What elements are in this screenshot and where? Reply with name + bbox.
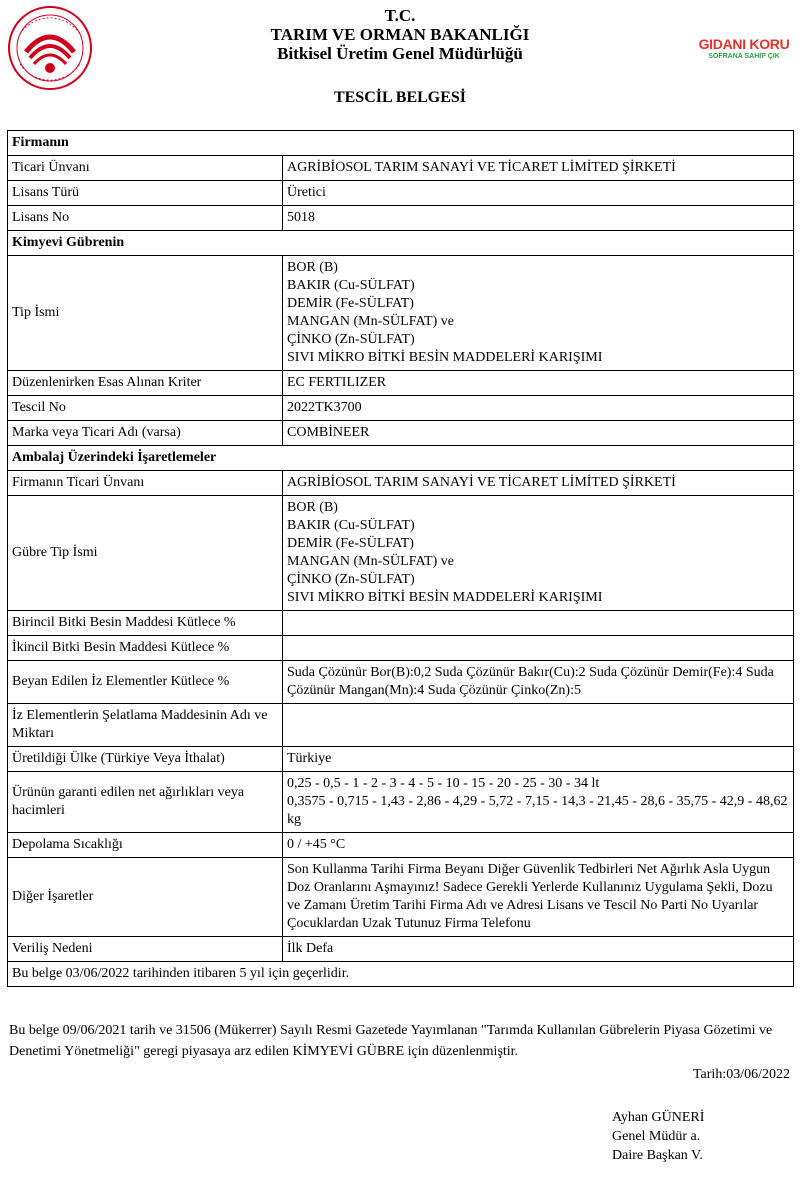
document-header bbox=[0, 6, 800, 63]
row-label: İkincil Bitki Besin Maddesi Kütlece % bbox=[8, 636, 283, 661]
gidani-koru-logo bbox=[693, 36, 795, 66]
row-label: Firmanın Ticari Ünvanı bbox=[8, 471, 283, 496]
table-row bbox=[8, 371, 794, 396]
row-label: Lisans No bbox=[8, 206, 283, 231]
type-line: BOR (B) bbox=[287, 260, 338, 275]
table-row bbox=[8, 181, 794, 206]
table-row bbox=[8, 256, 794, 371]
row-label: Tescil No bbox=[8, 396, 283, 421]
issue-date: Tarih:03/06/2022 bbox=[692, 1067, 790, 1082]
validity-note: Bu belge 03/06/2022 tarihinden itibaren 5 yıl için geçerlidir. bbox=[8, 962, 794, 987]
row-value: 5018 bbox=[283, 206, 794, 231]
row-value: COMBİNEER bbox=[283, 421, 794, 446]
type-line: MANGAN (Mn-SÜLFAT) ve bbox=[287, 554, 454, 569]
row-label: Düzenlenirken Esas Alınan Kriter bbox=[8, 371, 283, 396]
section-title: Ambalaj Üzerindeki İşaretlemeler bbox=[8, 446, 794, 471]
signatory-title: Genel Müdür a. bbox=[612, 1129, 701, 1144]
row-label: Beyan Edilen İz Elementler Kütlece % bbox=[8, 661, 283, 704]
signatory-title: Daire Başkan V. bbox=[612, 1148, 703, 1163]
row-value: 0 / +45 °C bbox=[283, 833, 794, 858]
type-line: ÇİNKO (Zn-SÜLFAT) bbox=[287, 572, 415, 587]
section-fertilizer bbox=[8, 231, 794, 256]
row-value bbox=[283, 704, 794, 747]
type-line: DEMİR (Fe-SÜLFAT) bbox=[287, 536, 414, 551]
type-line: BOR (B) bbox=[287, 500, 338, 515]
row-label: Lisans Türü bbox=[8, 181, 283, 206]
table-row bbox=[8, 937, 794, 962]
table-row bbox=[8, 858, 794, 937]
row-value: Üretici bbox=[283, 181, 794, 206]
section-title: Firmanın bbox=[8, 131, 794, 156]
row-value bbox=[283, 256, 794, 371]
table-row bbox=[8, 772, 794, 833]
table-row bbox=[8, 636, 794, 661]
table-row bbox=[8, 156, 794, 181]
table-row bbox=[8, 421, 794, 446]
type-line: MANGAN (Mn-SÜLFAT) ve bbox=[287, 314, 454, 329]
header-line-tc: T.C. bbox=[384, 6, 416, 25]
row-value: Son Kullanma Tarihi Firma Beyanı Diğer Güvenlik Tedbirleri Net Ağırlık Asla Uygun Doz Oranlarını Aşmayınız! Sadece Gerekli Yerlerde Kullanınız Uygulama Şekli, Dozu ve Zamanı Üretim Tarihi Firma Adı ve Adresi Lisans ve Tescil No Parti No Uyarılar Çocuklardan Uzak Tutunuz Firma Telefonu bbox=[283, 858, 794, 937]
table-row bbox=[8, 496, 794, 611]
header-line-directorate: Bitkisel Üretim Genel Müdürlüğü bbox=[277, 44, 523, 63]
row-value bbox=[283, 636, 794, 661]
row-value: İlk Defa bbox=[283, 937, 794, 962]
header-line-ministry: TARIM VE ORMAN BAKANLIĞI bbox=[270, 25, 530, 44]
type-line: BAKIR (Cu-SÜLFAT) bbox=[287, 278, 415, 293]
signature-block bbox=[612, 1108, 704, 1165]
table-row bbox=[8, 833, 794, 858]
registration-table bbox=[7, 130, 794, 987]
type-line: SIVI MİKRO BİTKİ BESİN MADDELERİ KARIŞIMI bbox=[287, 350, 603, 365]
row-value: AGRİBİOSOL TARIM SANAYİ VE TİCARET LİMİTED ŞİRKETİ bbox=[283, 471, 794, 496]
table-row bbox=[8, 396, 794, 421]
row-label: Birincil Bitki Besin Maddesi Kütlece % bbox=[8, 611, 283, 636]
section-firm bbox=[8, 131, 794, 156]
row-value: EC FERTILIZER bbox=[283, 371, 794, 396]
row-value: Suda Çözünür Bor(B):0,2 Suda Çözünür Bakır(Cu):2 Suda Çözünür Demir(Fe):4 Suda Çözünür Mangan(Mn):4 Suda Çözünür Çinko(Zn):5 bbox=[283, 661, 794, 704]
table-row bbox=[8, 661, 794, 704]
type-line: ÇİNKO (Zn-SÜLFAT) bbox=[287, 332, 415, 347]
row-label: Tip İsmi bbox=[8, 256, 283, 371]
row-label: Ticari Ünvanı bbox=[8, 156, 283, 181]
row-label: Marka veya Ticari Adı (varsa) bbox=[8, 421, 283, 446]
section-packaging bbox=[8, 446, 794, 471]
row-label: Diğer İşaretler bbox=[8, 858, 283, 937]
row-label: İz Elementlerin Şelatlama Maddesinin Adı ve Miktarı bbox=[8, 704, 283, 747]
row-label: Ürünün garanti edilen net ağırlıkları veya hacimleri bbox=[8, 772, 283, 833]
table-row bbox=[8, 704, 794, 747]
regulation-footnote: Bu belge 09/06/2021 tarih ve 31506 (Mükerrer) Sayılı Resmi Gazetede Yayımlanan "Tarımda Kullanılan Gübrelerin Piyasa Gözetimi ve Denetimi Yönetmeliği" geregi piyasaya arz edilen KİMYEVİ GÜBRE için düzenlenmiştir. bbox=[9, 1023, 773, 1059]
table-row bbox=[8, 962, 794, 987]
brand-name: GIDANI KORU bbox=[698, 36, 790, 52]
section-title: Kimyevi Gübrenin bbox=[8, 231, 794, 256]
document-title: TESCİL BELGESİ bbox=[333, 89, 467, 106]
table-row bbox=[8, 471, 794, 496]
row-label: Üretildiği Ülke (Türkiye Veya İthalat) bbox=[8, 747, 283, 772]
row-value bbox=[283, 772, 794, 833]
table-row bbox=[8, 747, 794, 772]
row-label: Depolama Sıcaklığı bbox=[8, 833, 283, 858]
table-row bbox=[8, 206, 794, 231]
row-label: Veriliş Nedeni bbox=[8, 937, 283, 962]
row-value: Türkiye bbox=[283, 747, 794, 772]
net-weight-kg: 0,3575 - 0,715 - 1,43 - 2,86 - 4,29 - 5,72 - 7,15 - 14,3 - 21,45 - 28,6 - 35,75 - 42,9 - 48,62 kg bbox=[287, 794, 788, 827]
signatory-name: Ayhan GÜNERİ bbox=[612, 1110, 705, 1125]
table-row bbox=[8, 611, 794, 636]
type-line: BAKIR (Cu-SÜLFAT) bbox=[287, 518, 415, 533]
row-value bbox=[283, 496, 794, 611]
net-weight-liters: 0,25 - 0,5 - 1 - 2 - 3 - 4 - 5 - 10 - 15 - 20 - 25 - 30 - 34 lt bbox=[287, 776, 600, 791]
brand-tagline: SOFRANA SAHİP ÇIK bbox=[708, 53, 780, 60]
row-value: 2022TK3700 bbox=[283, 396, 794, 421]
row-value bbox=[283, 611, 794, 636]
type-line: SIVI MİKRO BİTKİ BESİN MADDELERİ KARIŞIMI bbox=[287, 590, 603, 605]
row-label: Gübre Tip İsmi bbox=[8, 496, 283, 611]
row-value: AGRİBİOSOL TARIM SANAYİ VE TİCARET LİMİTED ŞİRKETİ bbox=[283, 156, 794, 181]
type-line: DEMİR (Fe-SÜLFAT) bbox=[287, 296, 414, 311]
